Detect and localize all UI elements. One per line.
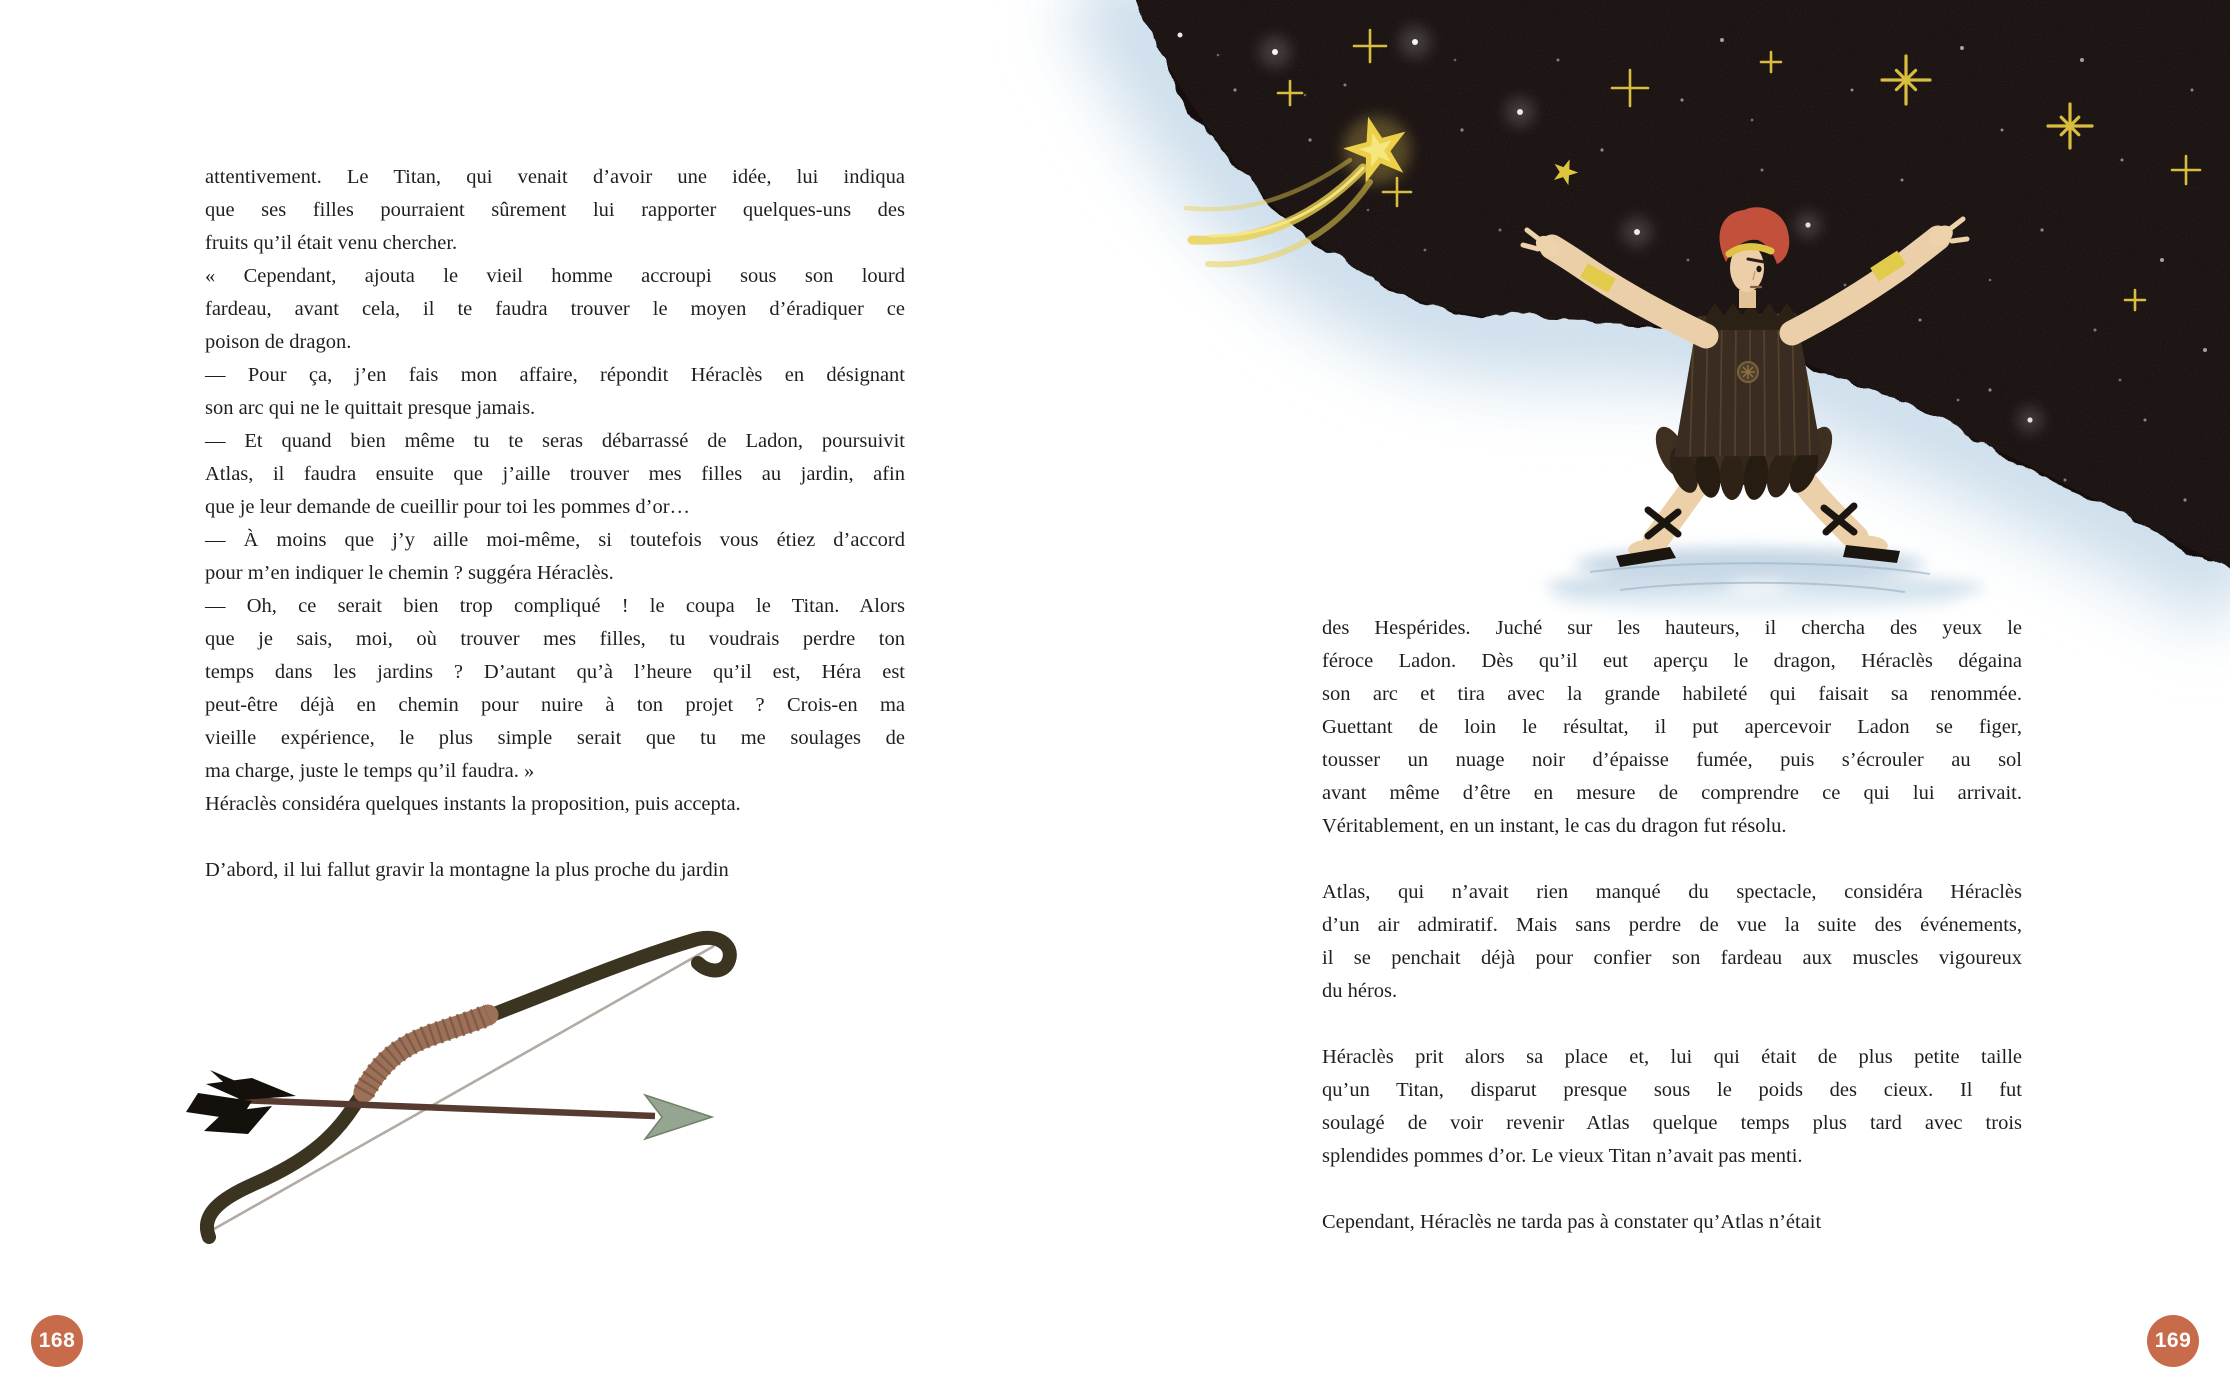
star-dot <box>2080 58 2084 62</box>
star-dot <box>1634 229 1640 235</box>
star-dot <box>1304 94 1307 97</box>
right-page-number: 169 <box>2154 1329 2192 1352</box>
text-line: que je sais, moi, où trouver mes filles, tu voudrais perdre ton <box>205 628 905 650</box>
star-dot <box>1901 179 1904 182</box>
star-dot <box>1217 54 1220 57</box>
star-dot <box>1308 138 1311 141</box>
text-line: ma charge, juste le temps qu’il faudra. » <box>205 760 535 782</box>
text-line: fruits qu’il était venu chercher. <box>205 232 458 254</box>
star-dot <box>1499 229 1502 232</box>
text-line: poison de dragon. <box>205 331 352 353</box>
star-dot <box>1960 46 1964 50</box>
star-dot <box>1680 98 1683 101</box>
star-dot <box>1761 169 1764 172</box>
star-dot <box>1454 59 1457 62</box>
text-line: attentivement. Le Titan, qui venait d’avoir une idée, lui indiqua <box>205 166 905 188</box>
star-dot <box>2191 89 2194 92</box>
star-dot <box>1178 33 1183 38</box>
text-line: pour m’en indiquer le chemin ? suggéra Héraclès. <box>205 562 614 584</box>
star-dot <box>1344 84 1347 87</box>
blank-line <box>1322 1173 2022 1206</box>
star-dot <box>1412 39 1418 45</box>
right-page-number-badge <box>2147 1315 2199 1367</box>
arrow-shaft <box>238 1100 655 1116</box>
text-line: Héraclès considéra quelques instants la proposition, puis accepta. <box>205 793 741 815</box>
left-page-text <box>205 161 905 887</box>
snow-ground <box>1545 547 1985 612</box>
text-line: fardeau, avant cela, il te faudra trouver le moyen d’éradiquer ce <box>205 298 905 320</box>
text-line: son arc qui ne le quittait presque jamais. <box>205 397 536 419</box>
bowstring <box>214 946 714 1229</box>
star-dot <box>2160 258 2164 262</box>
star-dot <box>2203 348 2207 352</box>
bow-and-arrow-illustration <box>186 938 730 1237</box>
text-line: peut-être déjà en chemin pour nuire à ton projet ? Crois-en ma <box>205 694 905 716</box>
star-dot <box>2040 228 2043 231</box>
text-line: — Et quand bien même tu te seras débarrassé de Ladon, poursuivit <box>205 430 905 452</box>
text-line: — À moins que j’y aille moi-même, si toutefois vous étiez d’accord <box>205 529 905 551</box>
text-line: Atlas, il faudra ensuite que j’aille trouver mes filles au jardin, afin <box>205 463 905 485</box>
text-line: son arc et tira avec la grande habileté qui faisait sa renommée. <box>1322 683 2022 705</box>
star-dot <box>1517 109 1523 115</box>
tunic-medallion-star <box>1741 365 1755 379</box>
figure-neck <box>1739 290 1756 308</box>
star-dot <box>1687 259 1690 262</box>
star-dot <box>1367 209 1370 212</box>
text-line: que je leur demande de cueillir pour toi les pommes d’or… <box>205 496 691 518</box>
star-dot <box>1600 148 1603 151</box>
text-line: du héros. <box>1322 980 1398 1002</box>
star-dot <box>1233 88 1236 91</box>
text-line: avant même d’être en mesure de comprendre ce qui lui arrivait. <box>1322 782 2022 804</box>
blank-line <box>1322 843 2022 876</box>
text-line: des Hespérides. Juché sur les hauteurs, il chercha des yeux le <box>1322 617 2022 639</box>
star-dot <box>1988 388 1991 391</box>
star-dot <box>2183 498 2186 501</box>
text-line: — Pour ça, j’en fais mon affaire, répondit Héraclès en désignant <box>205 364 905 386</box>
text-line: Atlas, qui n’avait rien manqué du spectacle, considéra Héraclès <box>1322 881 2022 903</box>
left-page-number: 168 <box>38 1329 76 1352</box>
text-line: — Oh, ce serait bien trop compliqué ! le coupa le Titan. Alors <box>205 595 905 617</box>
star-dot <box>1272 49 1278 55</box>
star-dot <box>2001 129 2004 132</box>
star-dot <box>1424 249 1427 252</box>
blank-line <box>1322 1008 2022 1041</box>
text-line: Héraclès prit alors sa place et, lui qui était de plus petite taille <box>1322 1046 2022 1068</box>
star-dot <box>1460 128 1463 131</box>
text-line: Guettant de loin le résultat, il put apercevoir Ladon se figer, <box>1322 716 2022 738</box>
text-line: que ses filles pourraient sûrement lui rapporter quelques-uns des <box>205 199 905 221</box>
star-dot <box>1557 59 1560 62</box>
star-dot <box>1919 319 1922 322</box>
text-line: qu’un Titan, disparut presque sous le poids des cieux. Il fut <box>1322 1079 2022 1101</box>
star-dot <box>1805 222 1810 227</box>
star-dot <box>2027 417 2032 422</box>
star-dot <box>2094 329 2097 332</box>
star-dot <box>2064 479 2067 482</box>
star-dot <box>2119 379 2122 382</box>
text-line: il se penchait déjà pour confier son fardeau aux muscles vigoureux <box>1322 947 2022 969</box>
star-dot <box>2144 419 2147 422</box>
text-line: vieille expérience, le plus simple serait que tu me soulages de <box>205 727 905 749</box>
text-line: d’un air admiratif. Mais sans perdre de vue la suite des événements, <box>1322 914 2022 936</box>
star-dot <box>1751 119 1754 122</box>
text-line: « Cependant, ajouta le vieil homme accroupi sous son lourd <box>205 265 905 287</box>
text-line: temps dans les jardins ? D’autant qu’à l’heure qu’il est, Héra est <box>205 661 905 683</box>
star-dot <box>1720 38 1724 42</box>
star-dot <box>1851 89 1854 92</box>
text-line: splendides pommes d’or. Le vieux Titan n’avait pas menti. <box>1322 1145 1803 1167</box>
star-dot <box>1989 279 1992 282</box>
text-line: Cependant, Héraclès ne tarda pas à constater qu’Atlas n’était <box>1322 1211 1822 1233</box>
text-line: féroce Ladon. Dès qu’il eut aperçu le dragon, Héraclès dégaina <box>1322 650 2022 672</box>
star-dot <box>1957 399 1960 402</box>
blank-line <box>205 821 905 854</box>
text-line: soulagé de voir revenir Atlas quelque temps plus tard avec trois <box>1322 1112 2022 1134</box>
right-page-text <box>1322 612 2022 1239</box>
star-dot <box>2121 159 2124 162</box>
text-line: D’abord, il lui fallut gravir la montagne la plus proche du jardin <box>205 859 729 881</box>
star-dot <box>1844 284 1847 287</box>
arrow-head <box>645 1095 712 1139</box>
text-line: Véritablement, en un instant, le cas du dragon fut résolu. <box>1322 815 1787 837</box>
text-line: tousser un nuage noir d’épaisse fumée, puis s’écrouler au sol <box>1322 749 2022 771</box>
left-page-number-badge <box>31 1315 83 1367</box>
